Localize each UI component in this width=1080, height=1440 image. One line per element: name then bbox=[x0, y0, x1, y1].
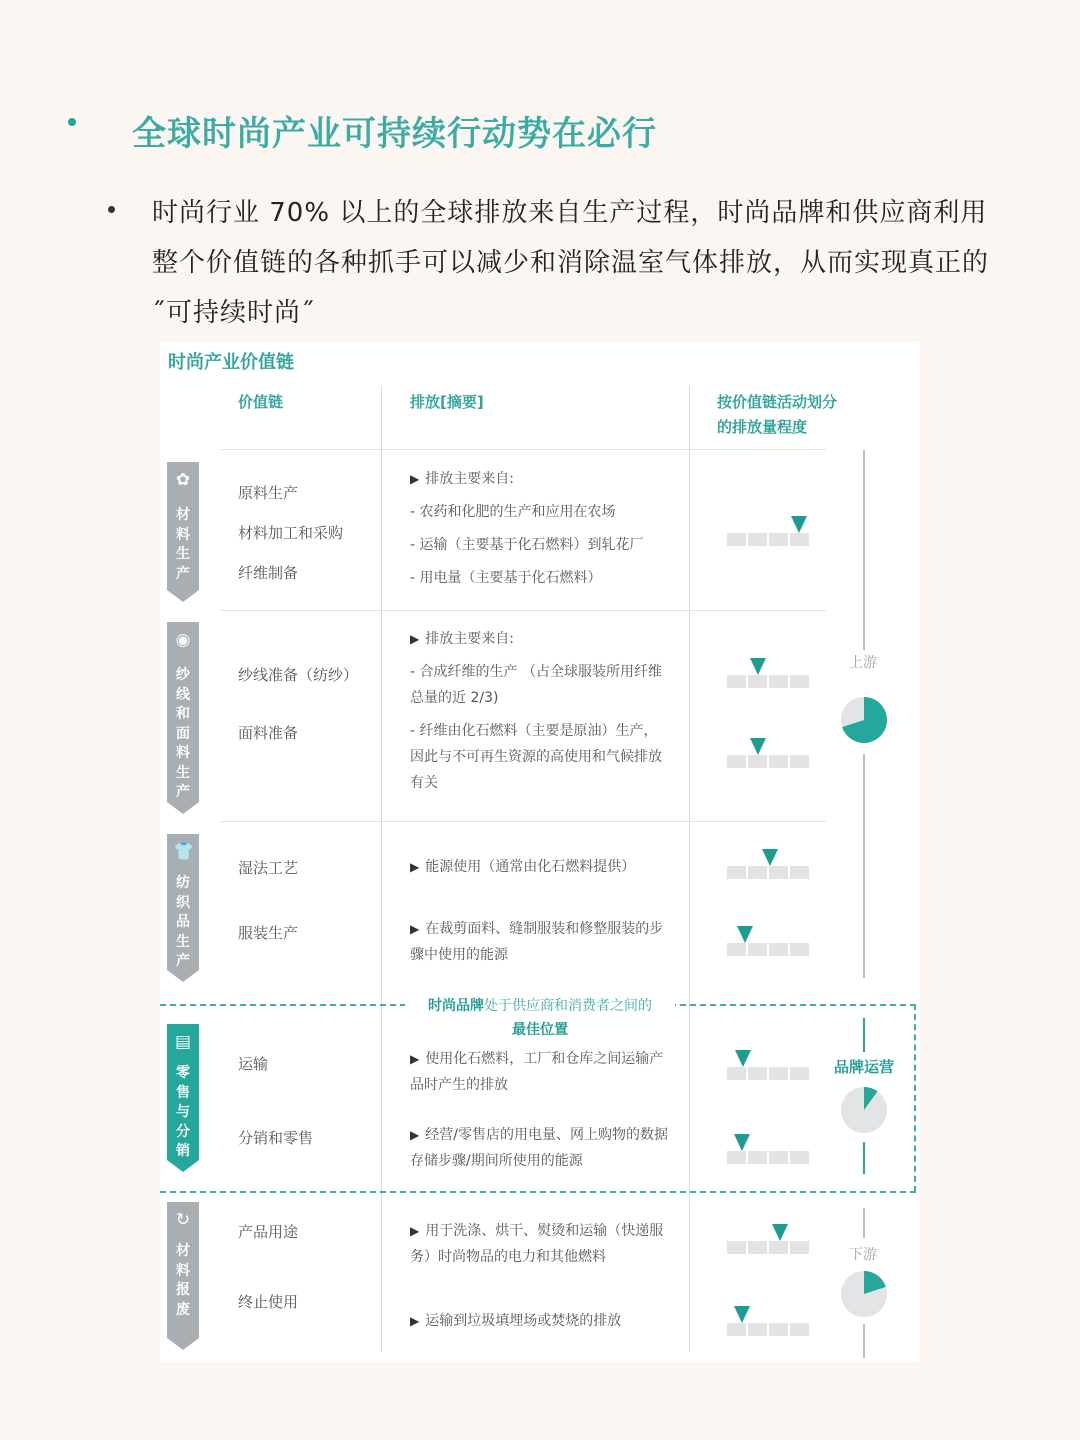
emission-desc bbox=[410, 916, 670, 968]
desc-line: 经营/零售店的用电量、网上购物的数据存储步骤/期间所使用的能源 bbox=[410, 1127, 668, 1169]
emission-desc bbox=[410, 1046, 670, 1098]
play-icon: ▶ bbox=[410, 1224, 420, 1238]
downstream-pie-chart bbox=[840, 1270, 888, 1318]
stage-tag bbox=[167, 1024, 199, 1160]
activity-retail: 分销和零售 bbox=[238, 1129, 314, 1147]
emission-gauge bbox=[727, 1306, 811, 1336]
column-header-share-2: 的排放量程度 bbox=[717, 418, 808, 436]
gauge-bar bbox=[727, 1241, 809, 1254]
stage-arrow-tip bbox=[167, 970, 199, 982]
stage-label: 零售与分销 bbox=[176, 1065, 190, 1159]
desc-line: 在裁剪面料、缝制服装和修整服装的步骤中使用的能源 bbox=[410, 921, 664, 963]
gauge-bar bbox=[727, 1323, 809, 1336]
gauge-marker bbox=[750, 658, 766, 675]
play-icon: ▶ bbox=[410, 632, 420, 646]
row-divider bbox=[220, 449, 826, 450]
gauge-bar bbox=[727, 866, 809, 879]
gauge-bar bbox=[727, 943, 809, 956]
column-divider bbox=[689, 386, 690, 1352]
activity-use: 产品用途 bbox=[238, 1223, 299, 1241]
activity-fabric: 面料准备 bbox=[238, 724, 299, 742]
emission-desc bbox=[410, 466, 670, 591]
stage-arrow-tip bbox=[167, 802, 199, 814]
figure-title: 时尚产业价值链 bbox=[168, 352, 294, 373]
heading-bullet bbox=[68, 118, 76, 126]
desc-line: 能源使用（通常由化石燃料提供） bbox=[425, 859, 636, 875]
activity-wet: 湿法工艺 bbox=[238, 859, 299, 877]
column-header-share-1: 按价值链活动划分 bbox=[717, 393, 838, 411]
gauge-bar bbox=[727, 755, 809, 768]
gauge-marker bbox=[734, 1134, 750, 1151]
intro-paragraph: 时尚行业 70% 以上的全球排放来自生产过程，时尚品牌和供应商利用整个价值链的各种抓手可以减少和消除温室气体排放，从而实现真正的 ˝可持续时尚˝ bbox=[152, 198, 990, 328]
brand-box-bottom bbox=[160, 1191, 916, 1193]
downstream-label: 下游 bbox=[849, 1247, 877, 1263]
emission-desc bbox=[410, 1122, 670, 1174]
brand-pie-chart bbox=[840, 1086, 888, 1134]
stage-label: 材料报废 bbox=[176, 1243, 190, 1318]
downstream-track bbox=[863, 1208, 865, 1238]
callout-text: 处于供应商和消费者之间的 bbox=[484, 998, 652, 1014]
play-icon: ▶ bbox=[410, 1052, 420, 1066]
gauge-bar bbox=[727, 533, 809, 546]
activity-garment: 服装生产 bbox=[238, 924, 299, 942]
stage-arrow-tip bbox=[167, 1338, 199, 1350]
desc-line: - 农药和化肥的生产和应用在农场 bbox=[410, 504, 616, 520]
callout-bold-2: 最佳位置 bbox=[512, 1022, 568, 1038]
stage-label: 纱线和面料生产 bbox=[176, 667, 190, 800]
activity-end: 终止使用 bbox=[238, 1293, 299, 1311]
stage-tag bbox=[167, 622, 199, 802]
emission-gauge bbox=[727, 738, 811, 768]
activity-transport: 运输 bbox=[238, 1055, 269, 1073]
brand-box-right bbox=[914, 1004, 916, 1192]
desc-line: - 合成纤维的生产 （占全球服装所用纤维总量的近 2/3) bbox=[410, 664, 662, 706]
emission-desc bbox=[410, 1218, 670, 1270]
callout-bold: 时尚品牌 bbox=[428, 998, 484, 1014]
gauge-marker bbox=[762, 849, 778, 866]
upstream-pie-chart bbox=[840, 696, 888, 744]
upstream-label: 上游 bbox=[849, 655, 877, 671]
desc-line: 运输到垃圾填埋场或焚烧的排放 bbox=[425, 1313, 622, 1329]
brand-track bbox=[863, 1142, 865, 1174]
row-divider bbox=[220, 610, 826, 611]
emission-gauge bbox=[727, 1224, 811, 1254]
desc-line: - 运输（主要基于化石燃料）到轧花厂 bbox=[410, 537, 644, 553]
emission-gauge bbox=[727, 926, 811, 956]
upstream-pie bbox=[840, 696, 888, 744]
stage-label: 纺织品生产 bbox=[176, 875, 190, 969]
column-divider bbox=[381, 386, 382, 1352]
upstream-track bbox=[863, 754, 865, 978]
brand-track bbox=[863, 1018, 865, 1052]
brand-ops-label: 品牌运营 bbox=[834, 1058, 895, 1076]
gauge-marker bbox=[772, 1224, 788, 1241]
yarn-icon: ◉ bbox=[175, 630, 191, 650]
brand-pie bbox=[840, 1086, 888, 1134]
page-heading: 全球时尚产业可持续行动势在必行 bbox=[132, 114, 657, 154]
gauge-marker bbox=[750, 738, 766, 755]
gauge-marker bbox=[791, 516, 807, 533]
play-icon: ▶ bbox=[410, 922, 420, 936]
downstream-pie bbox=[840, 1270, 888, 1318]
emission-gauge bbox=[727, 1134, 811, 1164]
gauge-bar bbox=[727, 1067, 809, 1080]
cotton-icon: ✿ bbox=[175, 470, 191, 490]
activity-raw: 原料生产 bbox=[238, 484, 299, 502]
row-divider bbox=[220, 821, 826, 822]
desc-line: - 纤维由化石燃料（主要是原油）生产，因此与不可再生资源的高使用和气候排放有关 bbox=[410, 723, 662, 791]
stage-label: 材料生产 bbox=[176, 507, 190, 582]
activity-yarn: 纱线准备（纺纱） bbox=[238, 666, 359, 684]
upstream-track bbox=[863, 450, 865, 650]
column-header-value-chain: 价值链 bbox=[238, 393, 284, 411]
gauge-marker bbox=[734, 1306, 750, 1323]
emission-gauge bbox=[727, 516, 811, 546]
emission-gauge bbox=[727, 849, 811, 879]
emission-desc bbox=[410, 854, 670, 880]
brand-callout bbox=[405, 994, 675, 1042]
play-icon: ▶ bbox=[410, 1314, 420, 1328]
gauge-marker bbox=[735, 1050, 751, 1067]
emission-gauge bbox=[727, 1050, 811, 1080]
column-header-emission: 排放[摘要] bbox=[410, 393, 484, 411]
stage-tag bbox=[167, 462, 199, 590]
desc-line: 排放主要来自: bbox=[425, 631, 514, 647]
emission-gauge bbox=[727, 658, 811, 688]
play-icon: ▶ bbox=[410, 1128, 420, 1142]
emission-desc bbox=[410, 626, 670, 796]
downstream-track bbox=[863, 1324, 865, 1358]
emission-desc bbox=[410, 1308, 670, 1334]
gauge-bar bbox=[727, 1151, 809, 1164]
desc-line: 用于洗涤、烘干、熨烫和运输（快递服务）时尚物品的电力和其他燃料 bbox=[410, 1223, 664, 1265]
play-icon: ▶ bbox=[410, 860, 420, 874]
stage-tag bbox=[167, 1202, 199, 1338]
gauge-marker bbox=[737, 926, 753, 943]
stage-tag bbox=[167, 834, 199, 970]
stage-arrow-tip bbox=[167, 1160, 199, 1172]
tshirt-icon: 👕 bbox=[173, 842, 195, 862]
play-icon: ▶ bbox=[410, 472, 420, 486]
desc-line: 排放主要来自: bbox=[425, 471, 514, 487]
value-chain-figure bbox=[160, 342, 920, 1362]
store-icon: ▤ bbox=[174, 1032, 192, 1052]
activity-fiber: 纤维制备 bbox=[238, 564, 299, 582]
recycle-icon: ↻ bbox=[175, 1210, 191, 1230]
paragraph-bullet bbox=[108, 206, 115, 213]
activity-processing: 材料加工和采购 bbox=[238, 524, 344, 542]
stage-arrow-tip bbox=[167, 590, 199, 602]
desc-line: 使用化石燃料，工厂和仓库之间运输产品时产生的排放 bbox=[410, 1051, 664, 1093]
gauge-bar bbox=[727, 675, 809, 688]
desc-line: - 用电量（主要基于化石燃料） bbox=[410, 570, 602, 586]
